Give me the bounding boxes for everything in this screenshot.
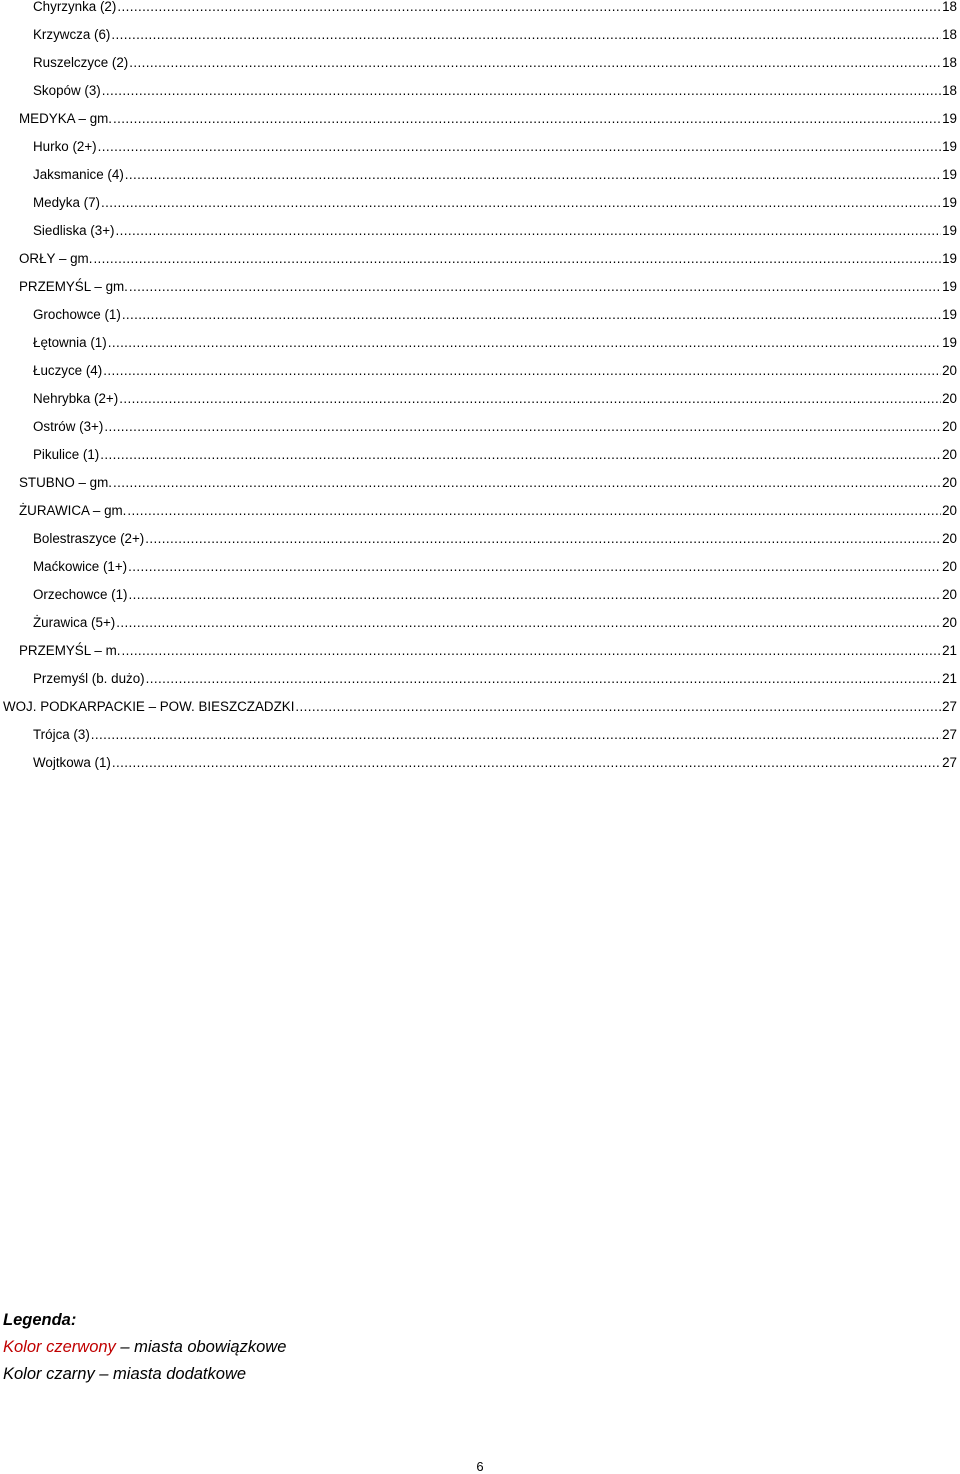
toc-entry-line bbox=[33, 196, 957, 210]
toc-entry-line bbox=[19, 280, 957, 294]
toc-entry-label: Orzechowce (1) bbox=[33, 587, 128, 602]
toc-dot-leader bbox=[113, 112, 941, 126]
toc-entry-page: 18 bbox=[942, 83, 957, 98]
toc-dot-leader bbox=[103, 364, 941, 378]
toc-entry-label: WOJ. PODKARPACKIE – POW. BIESZCZADZKI bbox=[3, 699, 295, 714]
toc-dot-leader bbox=[102, 84, 941, 98]
toc-entry-page: 20 bbox=[942, 559, 957, 574]
toc-entry-page: 18 bbox=[942, 0, 957, 14]
legend-black-line: Kolor czarny – miasta dodatkowe bbox=[3, 1365, 247, 1383]
toc-entry-label: STUBNO – gm. bbox=[19, 475, 113, 490]
toc-entry[interactable] bbox=[0, 252, 960, 280]
toc-entry[interactable] bbox=[0, 112, 960, 140]
toc-entry[interactable] bbox=[0, 728, 960, 756]
toc-entry-line bbox=[33, 56, 957, 70]
toc-entry[interactable] bbox=[0, 448, 960, 476]
toc-dot-leader bbox=[93, 252, 941, 266]
toc-entry-page: 20 bbox=[942, 419, 957, 434]
toc-dot-leader bbox=[129, 56, 941, 70]
toc-entry-label: PRZEMYŚL – m. bbox=[19, 643, 121, 658]
toc-dot-leader bbox=[121, 644, 941, 658]
toc-entry-label: Grochowce (1) bbox=[33, 307, 121, 322]
toc-entry-line bbox=[19, 112, 957, 126]
toc-entry-label: PRZEMYŚL – gm. bbox=[19, 279, 128, 294]
toc-dot-leader bbox=[104, 420, 941, 434]
toc-entry-page: 18 bbox=[942, 27, 957, 42]
toc-entry-page: 19 bbox=[942, 307, 957, 322]
toc-entry-page: 20 bbox=[942, 503, 957, 518]
toc-entry-line bbox=[19, 476, 957, 490]
toc-entry-page: 20 bbox=[942, 587, 957, 602]
toc-entry-label: Siedliska (3+) bbox=[33, 223, 115, 238]
toc-entry[interactable] bbox=[0, 280, 960, 308]
toc-entry-page: 20 bbox=[942, 363, 957, 378]
toc-entry[interactable] bbox=[0, 532, 960, 560]
toc-dot-leader bbox=[112, 756, 941, 770]
legend-red-description: – miasta obowiązkowe bbox=[115, 1338, 287, 1356]
toc-entry-label: ORŁY – gm. bbox=[19, 251, 93, 266]
page-number: 6 bbox=[476, 1459, 484, 1474]
toc-dot-leader bbox=[129, 588, 942, 602]
toc-entry-label: Przemyśl (b. dużo) bbox=[33, 671, 145, 686]
toc-dot-leader bbox=[145, 532, 941, 546]
toc-entry-line bbox=[33, 140, 957, 154]
toc-entry-page: 19 bbox=[942, 139, 957, 154]
toc-entry[interactable] bbox=[0, 308, 960, 336]
toc-entry-page: 20 bbox=[942, 447, 957, 462]
toc-entry-line bbox=[33, 364, 957, 378]
toc-entry[interactable] bbox=[0, 0, 960, 28]
toc-entry-line bbox=[33, 728, 957, 742]
toc-entry[interactable] bbox=[0, 672, 960, 700]
toc-entry[interactable] bbox=[0, 560, 960, 588]
toc-entry-line bbox=[19, 504, 957, 518]
toc-entry-page: 19 bbox=[942, 111, 957, 126]
toc-dot-leader bbox=[295, 700, 941, 714]
toc-dot-leader bbox=[129, 280, 941, 294]
toc-entry[interactable] bbox=[0, 28, 960, 56]
toc-entry-line bbox=[33, 756, 957, 770]
toc-dot-leader bbox=[116, 616, 941, 630]
toc-entry-label: Żurawica (5+) bbox=[33, 615, 116, 630]
toc-entry[interactable] bbox=[0, 392, 960, 420]
legend bbox=[3, 1307, 286, 1388]
toc-entry-label: Łuczyce (4) bbox=[33, 363, 103, 378]
toc-entry-label: Łętownia (1) bbox=[33, 335, 107, 350]
toc-dot-leader bbox=[127, 504, 941, 518]
toc-entry-line bbox=[33, 0, 957, 14]
toc-entry[interactable] bbox=[0, 588, 960, 616]
toc-entry[interactable] bbox=[0, 420, 960, 448]
toc-entry[interactable] bbox=[0, 140, 960, 168]
toc-entry-page: 21 bbox=[942, 671, 957, 686]
toc-entry[interactable] bbox=[0, 616, 960, 644]
toc-entry-page: 19 bbox=[942, 223, 957, 238]
toc-entry-label: Medyka (7) bbox=[33, 195, 100, 210]
toc-entry-label: Trójca (3) bbox=[33, 727, 90, 742]
toc-entry-line bbox=[33, 560, 957, 574]
toc-entry-line bbox=[3, 700, 957, 714]
toc-entry-line bbox=[33, 392, 957, 406]
toc-dot-leader bbox=[119, 392, 941, 406]
toc-entry[interactable] bbox=[0, 56, 960, 84]
toc-dot-leader bbox=[100, 448, 941, 462]
toc-entry-line bbox=[33, 588, 957, 602]
toc-entry-label: Bolestraszyce (2+) bbox=[33, 531, 145, 546]
toc-entry[interactable] bbox=[0, 336, 960, 364]
toc-entry-line bbox=[33, 28, 957, 42]
toc-entry-page: 21 bbox=[942, 643, 957, 658]
toc-entry-page: 20 bbox=[942, 391, 957, 406]
toc-entry-line bbox=[33, 168, 957, 182]
toc-entry-label: ŻURAWICA – gm. bbox=[19, 503, 127, 518]
toc-entry-label: Pikulice (1) bbox=[33, 447, 100, 462]
legend-title: Legenda: bbox=[3, 1311, 77, 1329]
toc-entry-line bbox=[33, 308, 957, 322]
toc-entry-page: 19 bbox=[942, 251, 957, 266]
toc-entry-page: 19 bbox=[942, 195, 957, 210]
toc-entry-page: 20 bbox=[942, 615, 957, 630]
toc-dot-leader bbox=[122, 308, 941, 322]
toc-entry-label: Ostrów (3+) bbox=[33, 419, 104, 434]
toc-entry-line bbox=[33, 672, 957, 686]
toc-entry[interactable] bbox=[0, 364, 960, 392]
toc-entry-line bbox=[33, 448, 957, 462]
toc-entry-line bbox=[33, 420, 957, 434]
toc-dot-leader bbox=[146, 672, 941, 686]
toc-entry-page: 20 bbox=[942, 475, 957, 490]
legend-red-line bbox=[3, 1334, 286, 1361]
toc-entry[interactable] bbox=[0, 196, 960, 224]
toc-entry-label: Maćkowice (1+) bbox=[33, 559, 128, 574]
toc-entry-page: 18 bbox=[942, 55, 957, 70]
toc-dot-leader bbox=[108, 336, 941, 350]
toc-entry-label: Wojtkowa (1) bbox=[33, 755, 111, 770]
toc-entry[interactable] bbox=[0, 224, 960, 252]
toc-entry-page: 27 bbox=[942, 755, 957, 770]
toc-entry[interactable] bbox=[0, 756, 960, 784]
toc-entry-line bbox=[33, 336, 957, 350]
toc-entry-line bbox=[33, 616, 957, 630]
toc-dot-leader bbox=[128, 560, 941, 574]
toc-entry-line bbox=[19, 644, 957, 658]
toc-entry-line bbox=[33, 224, 957, 238]
toc-entry[interactable] bbox=[0, 644, 960, 672]
toc-entry-label: Ruszelczyce (2) bbox=[33, 55, 129, 70]
toc-entry-page: 20 bbox=[942, 531, 957, 546]
toc-entry-page: 19 bbox=[942, 335, 957, 350]
toc-entry-line bbox=[19, 252, 957, 266]
toc-entry-label: Jaksmanice (4) bbox=[33, 167, 124, 182]
toc-entry-label: Hurko (2+) bbox=[33, 139, 97, 154]
toc-entry-label: Skopów (3) bbox=[33, 83, 101, 98]
toc-entry-line bbox=[33, 532, 957, 546]
toc-entry-label: Krzywcza (6) bbox=[33, 27, 111, 42]
toc-entry[interactable] bbox=[0, 504, 960, 532]
toc-dot-leader bbox=[116, 224, 942, 238]
toc-entry-page: 27 bbox=[942, 727, 957, 742]
toc-dot-leader bbox=[113, 476, 941, 490]
toc-dot-leader bbox=[91, 728, 941, 742]
toc-entry-page: 27 bbox=[942, 699, 957, 714]
toc-dot-leader bbox=[98, 140, 941, 154]
toc-entry-page: 19 bbox=[942, 167, 957, 182]
toc-entry-label: MEDYKA – gm. bbox=[19, 111, 113, 126]
toc-entry[interactable] bbox=[0, 476, 960, 504]
toc-entry-label: Chyrzynka (2) bbox=[33, 0, 117, 14]
toc-entry[interactable] bbox=[0, 84, 960, 112]
toc-entry-line bbox=[33, 84, 957, 98]
toc-dot-leader bbox=[101, 196, 941, 210]
toc-entry[interactable] bbox=[0, 700, 960, 728]
toc-entry-label: Nehrybka (2+) bbox=[33, 391, 119, 406]
toc-dot-leader bbox=[117, 0, 941, 14]
toc-dot-leader bbox=[125, 168, 941, 182]
legend-red-term: Kolor czerwony bbox=[3, 1338, 116, 1356]
toc-dot-leader bbox=[111, 28, 941, 42]
toc-entry[interactable] bbox=[0, 168, 960, 196]
toc-entry-page: 19 bbox=[942, 279, 957, 294]
